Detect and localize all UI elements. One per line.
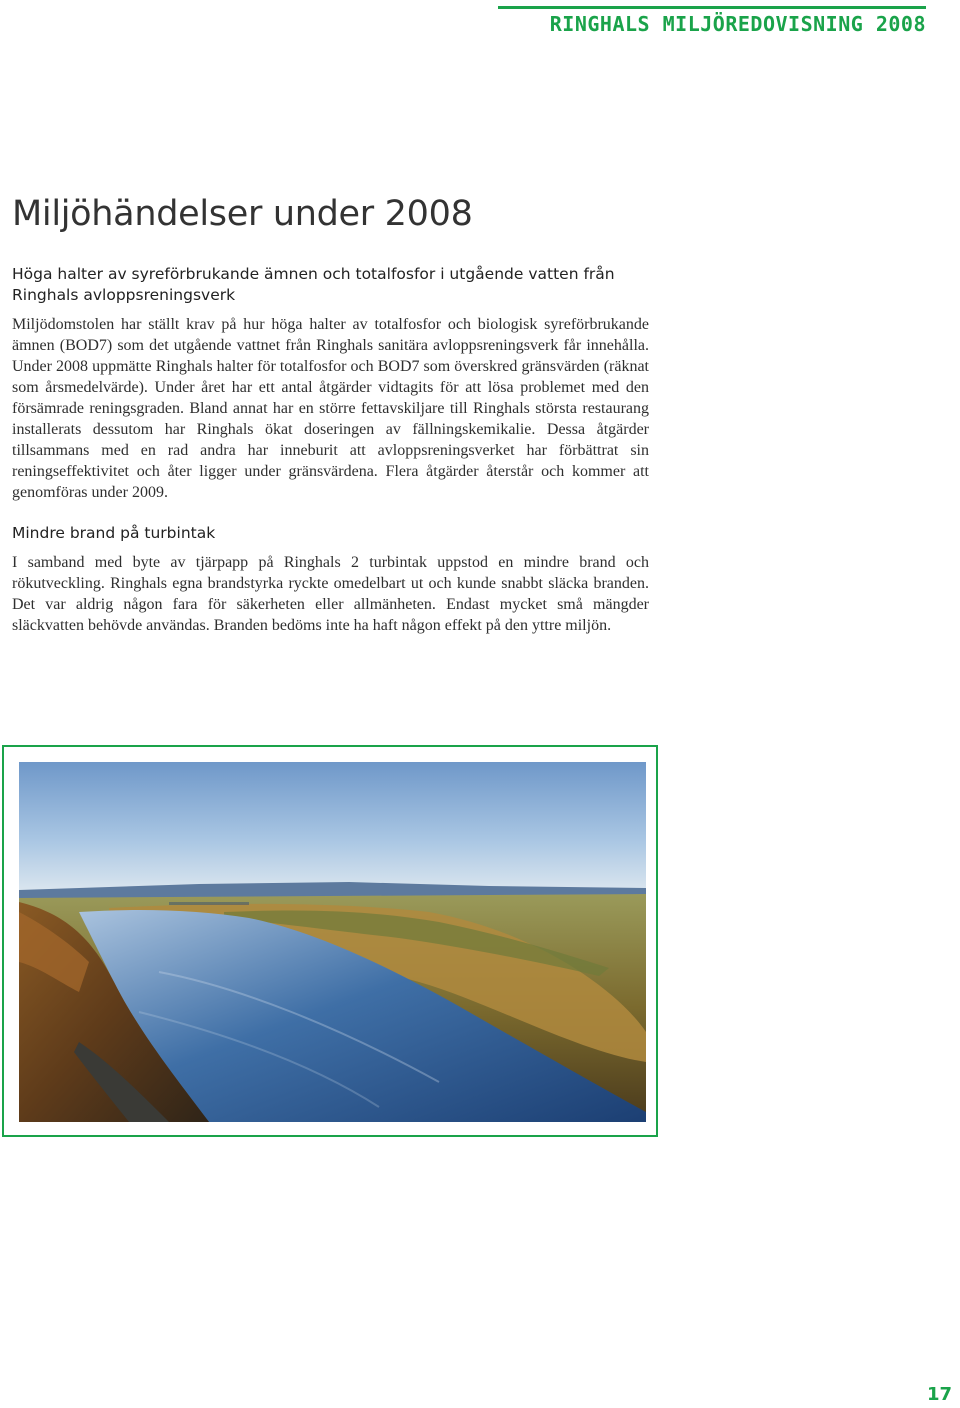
landscape-photo	[19, 762, 646, 1122]
section-turbine-fire	[12, 523, 649, 636]
page-title: Miljöhändelser under 2008	[12, 194, 473, 234]
section-body: Miljödomstolen har ställt krav på hur höga halter av totalfosfor och biologisk syreförbrukande ämnen (BOD7) som det utgående vattnet från Ringhals sanitära avloppsreningsverk får innehålla. Under 2008 uppmätte Ringhals halter för totalfosfor och BOD7 som överskred gränsvärden (räknat som årsmedelvärde). Under året har ett antal åtgärder vidtagits för att lösa problemet med den försämrade reningsgraden. Bland annat har en större fettavskiljare till Ringhals största restaurang installerats dessutom har Ringhals ökat doseringen av fällningskemikalie. Dessa åtgärder tillsammans med en rad andra har inneburit att avloppsreningsverket har förbättrat sin reningseffektivitet och åter ligger under gränsvärdena. Flera åtgärder återstår och kommer att genomföras under 2009.	[12, 316, 649, 501]
section-heading: Mindre brand på turbintak	[12, 524, 216, 542]
header-rule	[498, 6, 926, 9]
section-body: I samband med byte av tjärpapp på Ringhals 2 turbintak uppstod en mindre brand och rökutveckling. Ringhals egna brandstyrka ryckte omedelbart ut och kunde snabbt släcka branden. Det var aldrig någon fara för säkerheten eller allmänheten. Endast mycket små mängder släckvatten behövde användas. Branden bedöms inte ha haft någon effekt på den yttre miljön.	[12, 554, 649, 634]
section-heading: Höga halter av syreförbrukande ämnen och totalfosfor i utgående vatten från Ringhals avloppsreningsverk	[12, 265, 615, 304]
report-title: RINGHALS MILJÖREDOVISNING 2008	[549, 12, 926, 36]
photo-frame	[2, 745, 658, 1137]
page-number: 17	[926, 1384, 952, 1405]
section-wastewater	[12, 264, 649, 503]
